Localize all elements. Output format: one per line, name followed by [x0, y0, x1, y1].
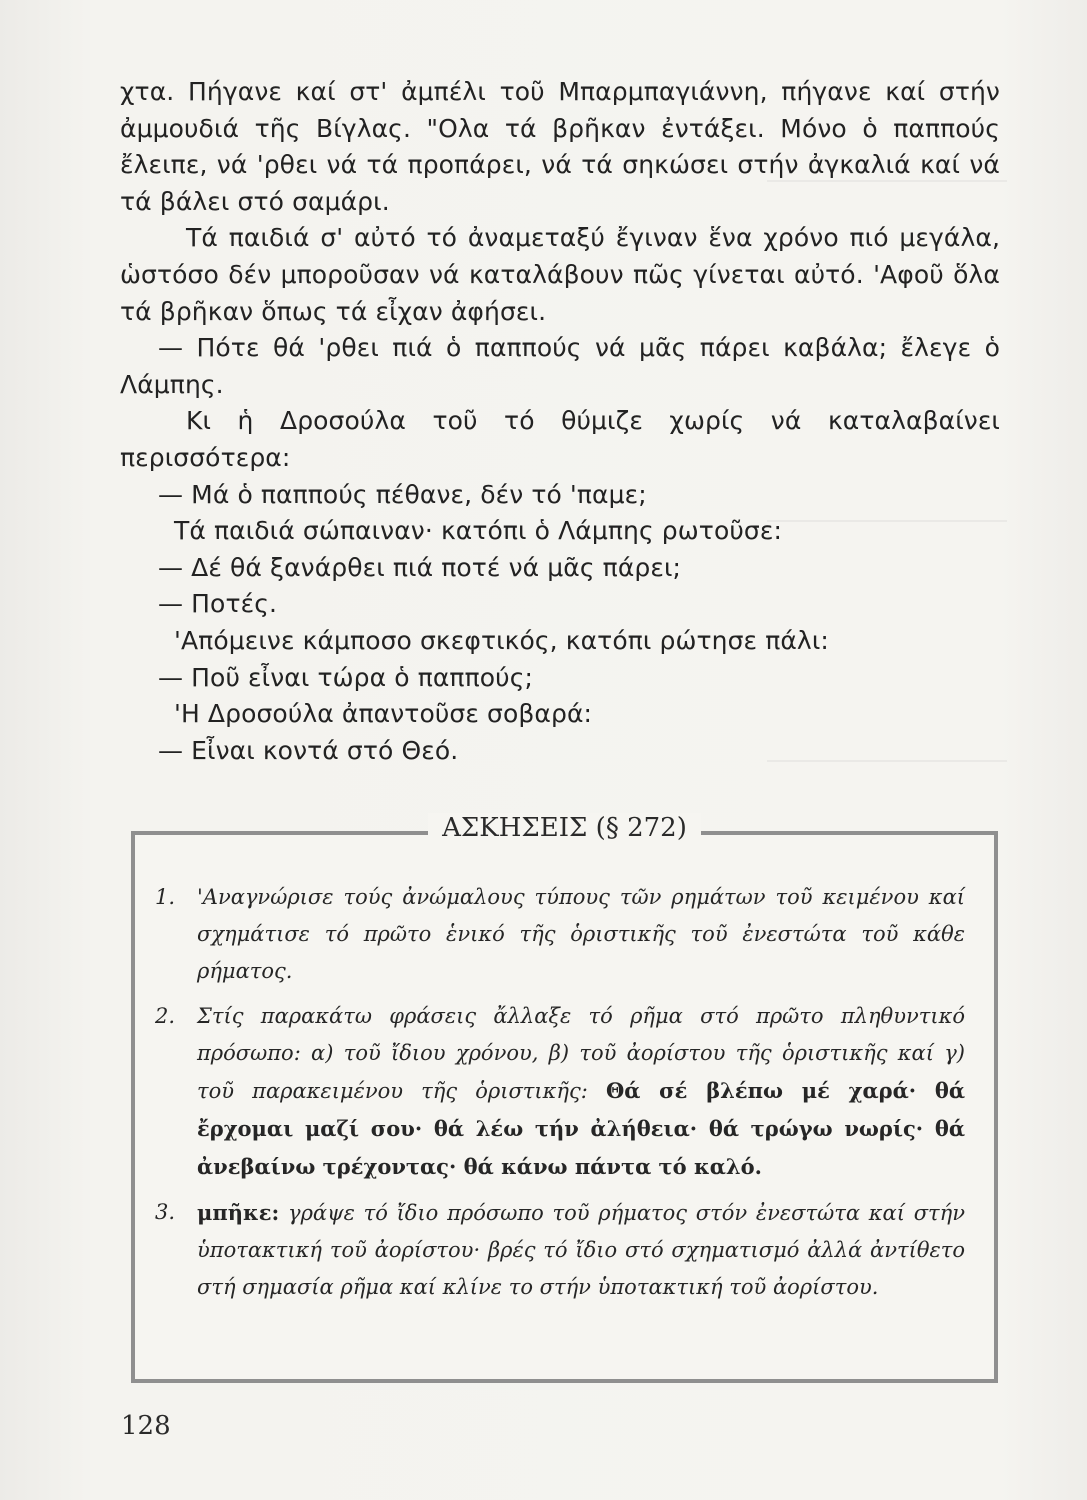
dialogue-line: — Δέ θά ξανάρθει πιά ποτέ νά μᾶς πάρει; [158, 552, 682, 582]
dialogue-line: — Εἶναι κοντά στό Θεό. [158, 735, 459, 765]
exercise-keyword: μπῆκε: [197, 1200, 280, 1225]
dialogue-line: — Πότε θά 'ρθει πιά ὁ παππούς νά μᾶς πάρει καβάλα; ἔλεγε ὁ Λάμπης. [120, 333, 1000, 399]
exercise-item [155, 1194, 965, 1306]
exercise-number: 1. [155, 885, 176, 909]
exercise-number: 2. [155, 1004, 176, 1028]
exercise-body [197, 1194, 965, 1306]
exercise-item [155, 879, 965, 990]
exercise-body [197, 879, 965, 990]
exercise-text: 'Αναγνώρισε τούς ἀνώμαλους τύπους τῶν ρημάτων τοῦ κειμένου καί σχημάτισε τό πρῶτο ἑνικό τῆς ὁριστικῆς τοῦ ἐνεστώτα τοῦ κάθε ρήματος. [197, 885, 965, 983]
story-paragraph: Τά παιδιά σ' αὐτό τό ἀναμεταξύ ἔγιναν ἕνα χρόνο πιό μεγάλα, ὡστόσο δέν μποροῦσαν νά καταλάβουν πῶς γίνεται αὐτό. 'Αφοῦ ὅλα τά βρῆκαν ὅπως τά εἶχαν ἀφήσει. [120, 223, 1000, 326]
exercise-item [155, 998, 965, 1186]
story-paragraph: Τά παιδιά σώπαιναν· κατόπι ὁ Λάμπης ρωτοῦσε: [174, 516, 783, 546]
exercises-box [131, 813, 998, 1383]
dialogue-line: — Μά ὁ παππούς πέθανε, δέν τό 'παμε; [158, 479, 647, 509]
page-number: 128 [121, 1411, 171, 1441]
exercises-title: ΑΣΚΗΣΕΙΣ (§ 272) [135, 813, 994, 843]
exercise-text: Στίς παρακάτω φράσεις ἄλλαξε τό ρῆμα στό πρῶτο πληθυντικό πρόσωπο: α) τοῦ ἴδιου χρόνου, β) τοῦ ἀορίστου τῆς ὁριστικῆς καί γ) τοῦ παρακειμένου τῆς ὁριστικῆς: [197, 1004, 965, 1103]
story-paragraph: χτα. Πήγανε καί στ' ἀμπέλι τοῦ Μπαρμπαγιάννη, πήγανε καί στήν ἀμμουδιά τῆς Βίγλας. "Ολα τά βρῆκαν ἐντάξει. Μόνο ὁ παππούς ἔλειπε, νά 'ρθει νά τά προπάρει, νά τά σηκώσει στήν ἀγκαλιά καί νά τά βάλει στό σαμάρι. [120, 77, 1000, 216]
story-paragraph: 'Η Δροσούλα ἀπαντοῦσε σοβαρά: [174, 699, 593, 729]
exercise-list [155, 879, 965, 1314]
story-text [120, 74, 1000, 769]
exercise-sentences: Θά σέ βλέπω μέ χαρά· θά ἔρχομαι μαζί σου· θά λέω τήν ἀλήθεια· θά τρώγω νωρίς· θά ἀνεβαίνω τρέχοντας· θά κάνω πάντα τό καλό. [197, 1078, 965, 1179]
dialogue-line: — Ποτές. [158, 589, 278, 619]
exercise-number: 3. [155, 1200, 176, 1224]
exercise-body [197, 998, 965, 1186]
story-paragraph: Κι ἡ Δροσούλα τοῦ τό θύμιζε χωρίς νά καταλαβαίνει περισσότερα: [120, 406, 1000, 472]
story-paragraph: 'Απόμεινε κάμποσο σκεφτικός, κατόπι ρώτησε πάλι: [174, 625, 829, 655]
dialogue-line: — Ποῦ εἶναι τώρα ὁ παππούς; [158, 662, 533, 692]
exercise-text: γράψε τό ἴδιο πρόσωπο τοῦ ρήματος στόν ἐνεστώτα καί στήν ὑποτακτική τοῦ ἀορίστου· βρές τό ἴδιο στό σχηματισμό ἀλλά ἀντίθετο στή σημασία ρῆμα καί κλίνε το στήν ὑποτακτική τοῦ ἀορίστου. [197, 1201, 965, 1299]
